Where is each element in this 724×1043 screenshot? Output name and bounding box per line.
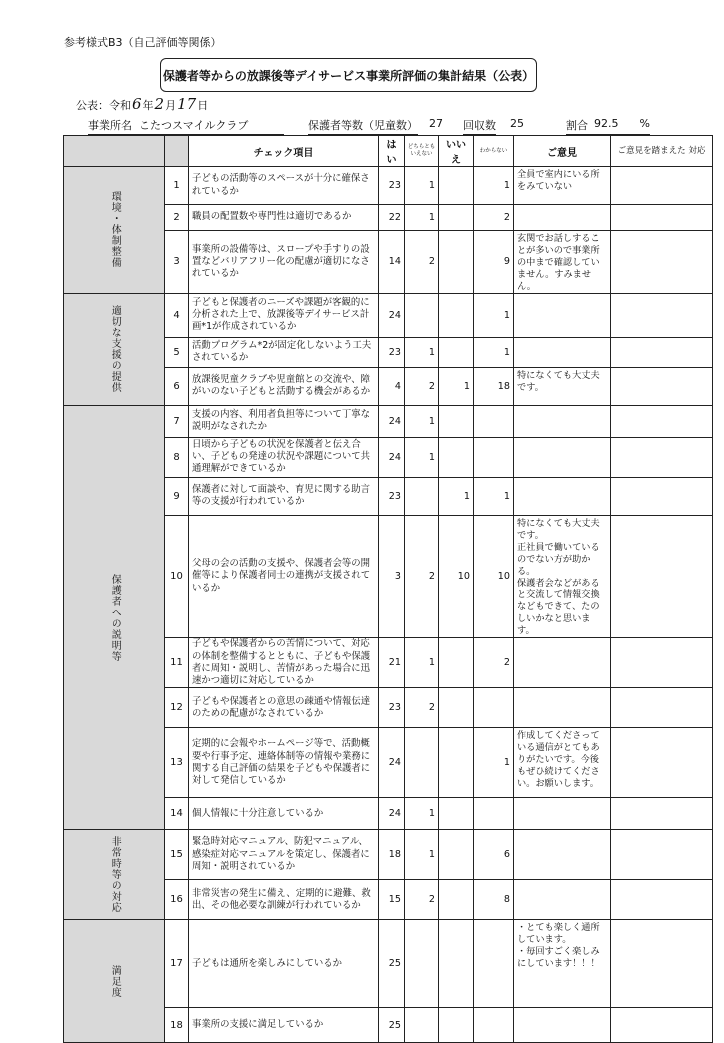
yes-count: 15 [379,880,405,920]
table-row [64,920,713,1008]
opinion-cell [514,688,611,728]
neither-count: 1 [405,205,439,231]
yes-count: 23 [379,167,405,205]
category-label: 環境・体制整備 [109,191,121,269]
neither-count: 1 [405,437,439,477]
response-cell [611,728,713,798]
yes-count: 18 [379,830,405,880]
unknown-count: 1 [474,167,514,205]
neither-count [405,293,439,337]
unknown-count: 8 [474,880,514,920]
check-item: 職員の配置数や専門性は適切であるか [189,205,379,231]
opinion-cell: 全員で室内にいる所をみていない [514,167,611,205]
row-number: 14 [165,798,189,830]
evaluation-table [63,135,713,1043]
yes-count: 23 [379,688,405,728]
row-number: 13 [165,728,189,798]
row-number: 11 [165,638,189,688]
category-header [64,136,165,167]
guardians-count: 27 [429,117,443,130]
neither-count: 1 [405,798,439,830]
check-item: 事業所の支援に満足しているか [189,1008,379,1043]
title-text: 保護者等からの放課後等デイサービス事業所評価の集計結果（公表） [162,68,535,83]
no-count [439,638,474,688]
check-item: 保護者に対して面談や、育児に関する助言等の支援が行われているか [189,477,379,515]
yes-count: 3 [379,515,405,638]
check-item: 子どもや保護者との意思の疎通や情報伝達のための配慮がなされているか [189,688,379,728]
unknown-count [474,688,514,728]
unknown-count: 2 [474,638,514,688]
opinion-cell [514,880,611,920]
table-header-row [64,136,713,167]
month-unit: 月 [165,99,177,112]
category-cell [64,293,165,405]
unknown-count: 1 [474,477,514,515]
category-cell [64,830,165,920]
neither-count: 2 [405,515,439,638]
ratio-label: 割合 [566,119,588,132]
table-row [64,167,713,205]
yes-count: 23 [379,337,405,367]
row-number: 18 [165,1008,189,1043]
publication-year: 6 [132,95,142,113]
neither-count: 1 [405,337,439,367]
category-label: 保護者への説明等 [109,573,121,662]
no-count [439,920,474,1008]
no-count [439,167,474,205]
check-item: 事業所の設備等は、スロープや手すりの設置などバリアフリー化の配慮が適切になされているか [189,231,379,294]
row-number: 8 [165,437,189,477]
guardians-label: 保護者等数（児童数） [308,119,418,132]
neither-count: 2 [405,231,439,294]
row-number: 5 [165,337,189,367]
unknown-count [474,798,514,830]
opinion-header: ご意見 [514,136,611,167]
ratio-value: 92.5 [594,117,619,130]
opinion-cell: ・とても楽しく通所しています。 ・毎回すごく楽しみにしています！！！ [514,920,611,1008]
category-cell [64,167,165,294]
response-cell [611,437,713,477]
opinion-cell [514,293,611,337]
check-item: 緊急時対応マニュアル、防犯マニュアル、感染症対応マニュアルを策定し、保護者に周知・説明されているか [189,830,379,880]
no-count [439,688,474,728]
unknown-count: 9 [474,231,514,294]
opinion-cell: 玄関でお話しすることが多いので事業所の中まで確認していません。すみません。 [514,231,611,294]
row-number: 1 [165,167,189,205]
yes-count: 21 [379,638,405,688]
unknown-count: 1 [474,337,514,367]
opinion-cell [514,798,611,830]
neither-count: 1 [405,405,439,437]
no-count [439,728,474,798]
check-item: 支援の内容、利用者負担等について丁寧な説明がなされたか [189,405,379,437]
response-cell [611,477,713,515]
neither-header: どちらとも いえない [405,136,439,167]
row-number: 3 [165,231,189,294]
response-cell [611,880,713,920]
no-count: 1 [439,367,474,405]
row-number: 10 [165,515,189,638]
unknown-count [474,1008,514,1043]
unknown-count [474,405,514,437]
unknown-count: 6 [474,830,514,880]
response-cell [611,167,713,205]
facility-field [88,117,284,135]
unknown-header: わからない [474,136,514,167]
opinion-cell [514,437,611,477]
row-number: 2 [165,205,189,231]
unknown-count: 1 [474,293,514,337]
check-item: 活動プログラム*2が固定化しないよう工夫されているか [189,337,379,367]
opinion-cell [514,638,611,688]
row-number: 15 [165,830,189,880]
opinion-cell [514,337,611,367]
opinion-cell: 作成してくださっている通信がとてもありがたいです。今後もぜひ続けてください。お願いします。 [514,728,611,798]
no-header: いいえ [439,136,474,167]
no-count [439,337,474,367]
unknown-count [474,437,514,477]
row-number: 4 [165,293,189,337]
facility-label: 事業所名 [88,119,132,132]
no-count [439,830,474,880]
neither-count: 1 [405,830,439,880]
table-row [64,293,713,337]
response-cell [611,1008,713,1043]
neither-count [405,920,439,1008]
no-count: 10 [439,515,474,638]
yes-count: 24 [379,293,405,337]
neither-count [405,1008,439,1043]
no-count [439,798,474,830]
neither-count: 1 [405,167,439,205]
no-count [439,205,474,231]
responses-label: 回収数 [463,117,496,135]
response-cell [611,293,713,337]
responses-count: 25 [510,117,524,130]
no-count [439,437,474,477]
yes-count: 25 [379,920,405,1008]
check-item: 子どもや保護者からの苦情について、対応の体制を整備するとともに、子どもや保護者に周知・説明し、苦情があった場合に迅速かつ適切に対応しているか [189,638,379,688]
ratio-unit: % [639,117,650,130]
row-number: 16 [165,880,189,920]
check-item: 非常災害の発生に備え、定期的に避難、救出、その他必要な訓練が行われているか [189,880,379,920]
guardians-field [308,117,418,135]
no-count [439,1008,474,1043]
no-count: 1 [439,477,474,515]
response-cell [611,688,713,728]
yes-count: 23 [379,477,405,515]
neither-count: 2 [405,880,439,920]
unknown-count: 18 [474,367,514,405]
unknown-count: 10 [474,515,514,638]
yes-header: はい [379,136,405,167]
neither-count [405,477,439,515]
opinion-cell [514,830,611,880]
response-header: ご意見を踏まえた 対応 [611,136,713,167]
response-cell [611,367,713,405]
check-item: 定期的に会報やホームページ等で、活動概要や行事予定、連絡体制等の情報や業務に関する自己評価の結果を子どもや保護者に対して発信しているか [189,728,379,798]
row-number: 12 [165,688,189,728]
neither-count: 1 [405,638,439,688]
response-cell [611,231,713,294]
no-count [439,405,474,437]
no-count [439,231,474,294]
check-item: 個人情報に十分注意しているか [189,798,379,830]
yes-count: 4 [379,367,405,405]
yes-count: 24 [379,405,405,437]
publication-day: 17 [177,95,197,113]
neither-count: 2 [405,367,439,405]
yes-count: 25 [379,1008,405,1043]
unknown-count [474,920,514,1008]
summary-info [88,117,650,133]
row-number: 6 [165,367,189,405]
yes-count: 24 [379,728,405,798]
response-cell [611,515,713,638]
row-number: 9 [165,477,189,515]
yes-count: 22 [379,205,405,231]
response-cell [611,920,713,1008]
check-item: 父母の会の活動の支援や、保護者会等の開催等により保護者同士の連携が支援されているか [189,515,379,638]
category-label: 非常時等の対応 [109,836,121,914]
check-item: 子どもの活動等のスペースが十分に確保されているか [189,167,379,205]
document-title [160,58,537,92]
category-cell [64,920,165,1043]
category-cell [64,405,165,830]
row-number: 7 [165,405,189,437]
yes-count: 14 [379,231,405,294]
neither-count: 2 [405,688,439,728]
facility-name: こたつスマイルクラブ [139,119,249,132]
check-item: 放課後児童クラブや児童館との交流や、障がいのない子どもと活動する機会があるか [189,367,379,405]
yes-count: 24 [379,437,405,477]
row-number: 17 [165,920,189,1008]
opinion-cell: 特になくても大丈夫です。 正社員で働いているのでない方が助かる。 保護者会などがあると交流して情報交換などもできて、たのしいかなと思います。 [514,515,611,638]
unknown-count: 1 [474,728,514,798]
response-cell [611,405,713,437]
unknown-count: 2 [474,205,514,231]
ratio-field [566,117,650,135]
form-reference: 参考様式B3（自己評価等関係） [64,36,222,49]
item-header: チェック項目 [189,136,379,167]
check-item: 子どもと保護者のニーズや課題が客観的に分析された上で、放課後等デイサービス計画*1が作成されているか [189,293,379,337]
year-unit: 年 [142,99,154,112]
yes-count: 24 [379,798,405,830]
publication-label: 公表：令和 [76,99,131,112]
response-cell [611,205,713,231]
publication-date [76,95,208,113]
response-cell [611,638,713,688]
opinion-cell [514,405,611,437]
day-unit: 日 [197,99,209,112]
publication-month: 2 [154,95,165,113]
table-row [64,830,713,880]
neither-count [405,728,439,798]
response-cell [611,798,713,830]
check-item: 日頃から子どもの状況を保護者と伝え合い、子どもの発達の状況や課題について共通理解ができているか [189,437,379,477]
category-label: 適切な支援の提供 [109,305,121,394]
opinion-cell: 特になくても大丈夫です。 [514,367,611,405]
no-count [439,293,474,337]
opinion-cell [514,205,611,231]
response-cell [611,830,713,880]
response-cell [611,337,713,367]
opinion-cell [514,477,611,515]
number-header [165,136,189,167]
category-label: 満足度 [109,964,121,998]
check-item: 子どもは通所を楽しみにしているか [189,920,379,1008]
table-row [64,405,713,437]
opinion-cell [514,1008,611,1043]
no-count [439,880,474,920]
